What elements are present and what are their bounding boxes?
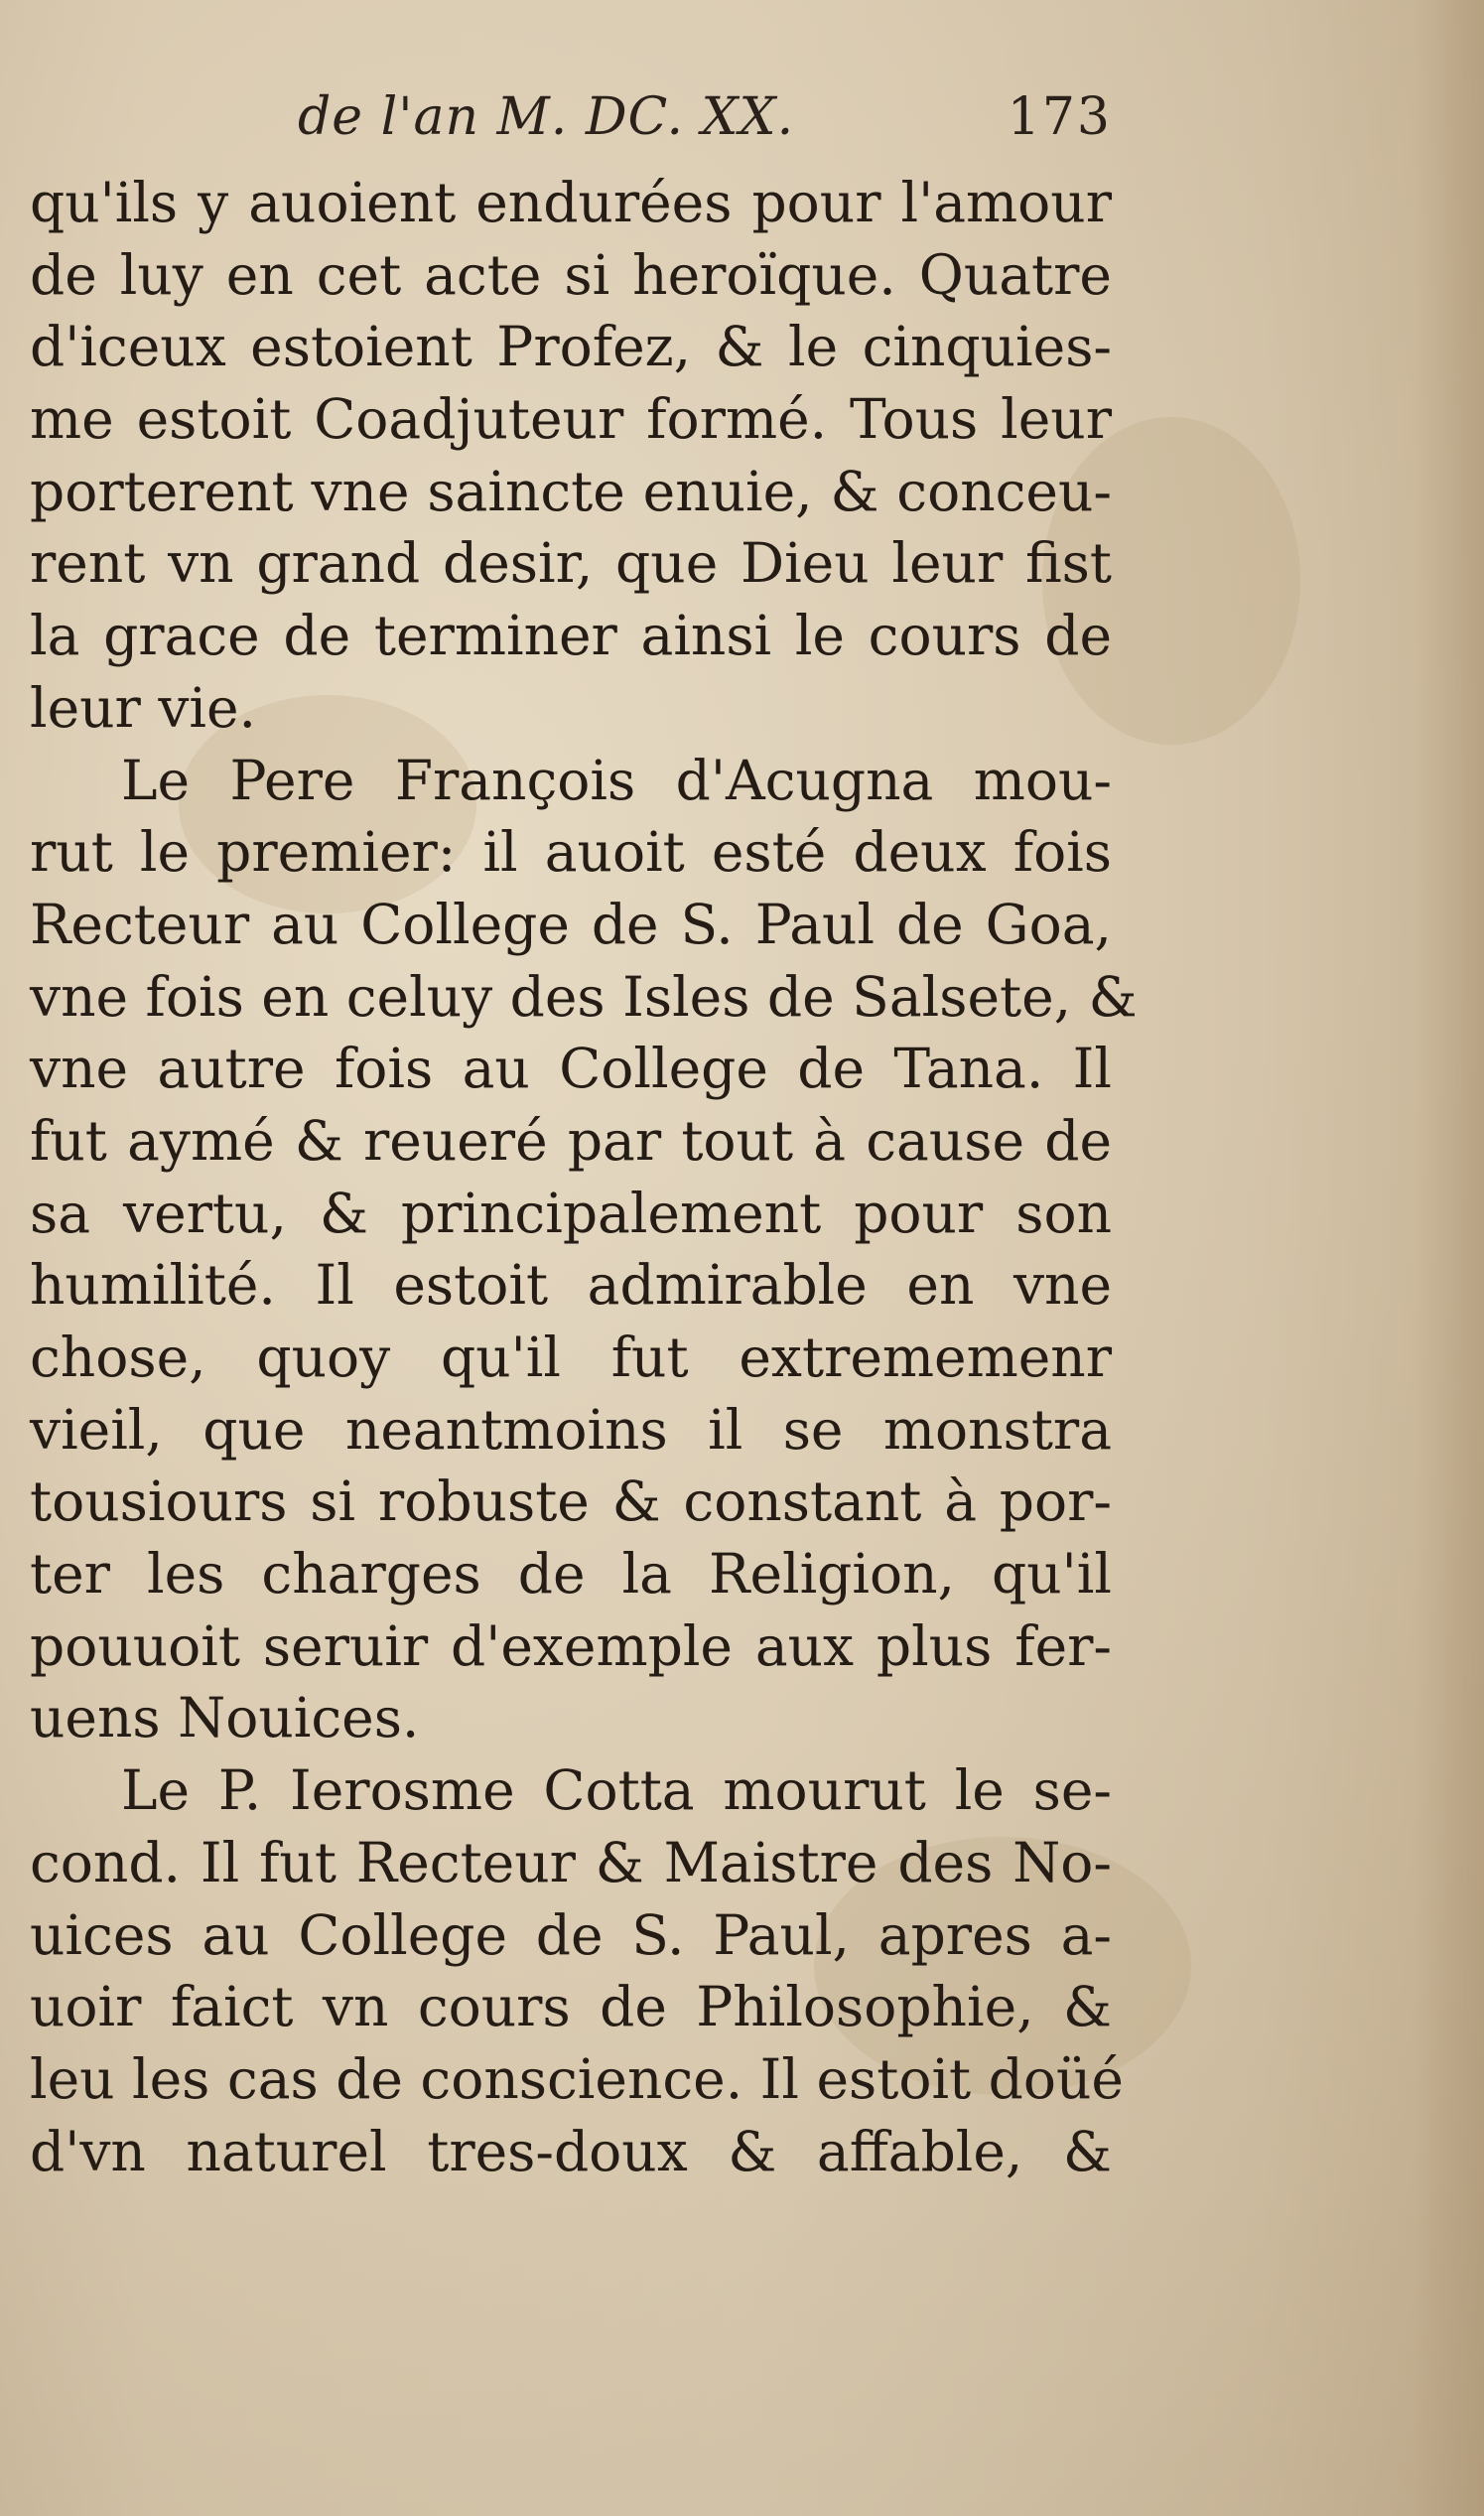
page-edge-shadow: [1415, 0, 1484, 2516]
running-head: [298, 87, 1112, 167]
text-line: pouuoit seruir d'exemple aux plus fer-: [30, 1613, 1112, 1678]
body-text: [30, 167, 1138, 2187]
text-line: vne autre fois au College de Tana. Il: [30, 1037, 1112, 1101]
text-line: uices au College de S. Paul, apres a-: [30, 1902, 1112, 1967]
text-line: d'vn naturel tres-doux & affable, &: [30, 2119, 1112, 2183]
text-line: uoir faict vn cours de Philosophie, &: [30, 1975, 1112, 2039]
text-line: vne fois en celuy des Isles de Salsete, &: [30, 964, 1138, 1029]
text-line: humilité. Il estoit admirable en vne: [30, 1253, 1112, 1318]
text-line: d'iceux estoient Profez, & le cinquies-: [30, 315, 1112, 379]
text-line: porterent vne saincte enuie, & conceu-: [30, 459, 1112, 523]
paragraph-start-line: Le Pere François d'Acugna mou-: [121, 748, 1112, 812]
text-line: sa vertu, & principalement pour son: [30, 1181, 1112, 1245]
text-line: ter les charges de la Religion, qu'il: [30, 1542, 1112, 1607]
text-line: me estoit Coadjuteur formé. Tous leur: [30, 387, 1112, 452]
text-line: leu les cas de conscience. Il estoit doüé: [30, 2046, 1124, 2111]
paragraph-start-line: Le P. Ierosme Cotta mourut le se-: [121, 1758, 1112, 1823]
text-line: de luy en cet acte si heroïque. Quatre: [30, 242, 1112, 307]
text-line: chose, quoy qu'il fut extrememenr: [30, 1326, 1112, 1389]
text-line: rent vn grand desir, que Dieu leur fist: [30, 531, 1112, 596]
text-line: Recteur au College de S. Paul de Goa,: [30, 892, 1112, 956]
text-line: qu'ils y auoient endurées pour l'amour: [30, 171, 1112, 234]
running-head-title: de l'an M. DC. XX.: [298, 87, 795, 147]
text-line: fut aymé & reueré par tout à cause de: [30, 1108, 1112, 1173]
page-number: 173: [1007, 87, 1112, 147]
text-line: la grace de terminer ainsi le cours de: [30, 604, 1112, 668]
text-line: rut le premier: il auoit esté deux fois: [30, 820, 1112, 885]
text-line: uens Nouices.: [30, 1686, 420, 1750]
text-line: vieil, que neantmoins il se monstra: [30, 1397, 1112, 1462]
text-line: cond. Il fut Recteur & Maistre des No-: [30, 1830, 1112, 1894]
text-line: tousiours si robuste & constant à por-: [30, 1469, 1112, 1534]
text-line: leur vie.: [30, 675, 257, 740]
